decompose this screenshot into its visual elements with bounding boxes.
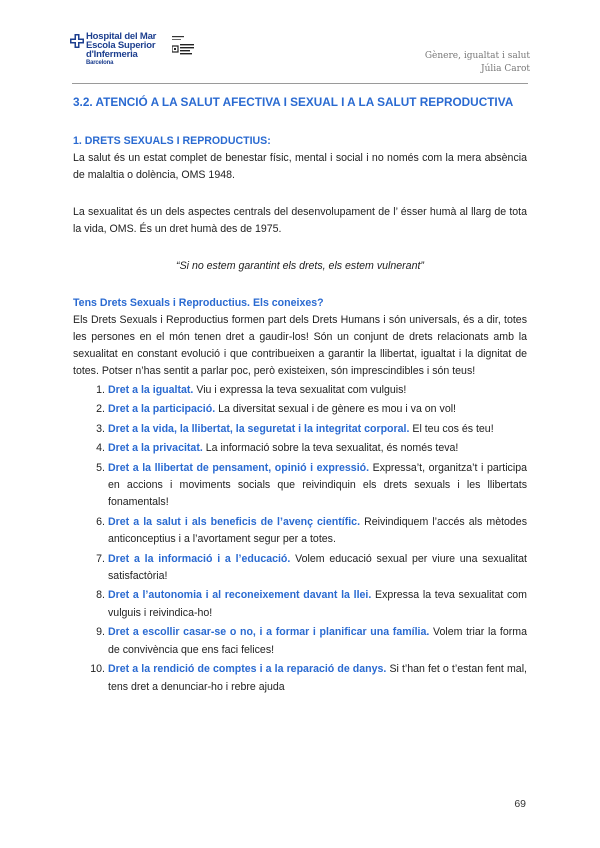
subsection-title: 1. DRETS SEXUALS I REPRODUCTIUS:: [73, 135, 271, 147]
right-description: Volem educació sexual per viure una sexualitat satisfactòria!: [108, 552, 528, 583]
right-title: Dret a la privacitat.: [108, 442, 203, 455]
list-number: 5.: [96, 461, 105, 474]
right-description: Si t’han fet o t’estan fent mal, tens dret a denunciar-ho i rebre ajuda: [108, 663, 527, 693]
list-number: 4.: [96, 442, 105, 455]
spacer: [73, 238, 527, 258]
list-number: 7.: [96, 552, 105, 565]
list-number: 8.: [96, 589, 105, 602]
logo-line-3: d'Infermeria: [86, 49, 138, 60]
right-title: Dret a l’autonomia i al reconeixement davant la llei.: [108, 589, 372, 602]
list-item: [73, 551, 527, 586]
right-description: Expressa’t, organitza’t i participa en accions i moviments socials que reivindiquin els drets sexuals i les llibertats fonamentals!: [108, 461, 527, 509]
right-description: Volem triar la forma de convivència que ens faci felices!: [108, 626, 527, 656]
list-item: [73, 587, 527, 622]
spacer: [73, 184, 527, 204]
logo-city: Barcelona: [86, 60, 114, 66]
section-title: 3.2. ATENCIÓ A LA SALUT AFECTIVA I SEXUAL I A LA SALUT REPRODUCTIVA: [73, 95, 514, 109]
page-header: [70, 28, 530, 88]
right-description: El teu cos és teu!: [409, 422, 494, 435]
right-description: Reivindiquem l’accés als mètodes anticonceptius i a l’avortament segur per a totes.: [108, 515, 527, 546]
list-number: 9.: [96, 626, 105, 639]
right-title: Dret a la participació.: [108, 403, 216, 416]
logo-line-2: Escola Superior: [86, 40, 156, 51]
paragraph-health-definition: La salut és un estat complet de benestar físic, mental i social i no només com la mera absència de malaltia o dolència, OMS 1948.: [73, 152, 527, 181]
hospital-del-mar-logo: [70, 32, 180, 72]
right-description: La informació sobre la teva sexualitat, és només teva!: [202, 442, 459, 455]
list-item: [73, 514, 527, 549]
paragraph-rights-intro: Els Drets Sexuals i Reproductius formen part dels Drets Humans i són universals, és a dir, totes les persones en el món tenen dret a gaudir-los! Són un conjunt de drets relacionats amb la sexualitat en constant evolució i que contribueixen a garantir la llibertat, igualtat i la dignitat de totes. Potser n’has sentit a parlar poc, però existeixen, són imprescindibles i són teus!: [73, 314, 527, 377]
list-item: [73, 440, 527, 457]
list-item: [73, 401, 527, 418]
list-item: [73, 661, 527, 696]
page-number: 69: [514, 798, 526, 810]
header-info: [425, 50, 530, 76]
header-divider: [72, 83, 528, 84]
right-title: Dret a la rendició de comptes i a la reparació de danys.: [108, 663, 387, 676]
right-title: Dret a la informació i a l’educació.: [108, 552, 291, 565]
paragraph-sexuality: La sexualitat és un dels aspectes centrals del desenvolupament de l’ ésser humà al llarg de tota la vida, OMS. És un dret humà des de 1975.: [73, 206, 527, 235]
logo-line-1: Hospital del Mar: [86, 31, 157, 42]
right-title: Dret a la igualtat.: [108, 384, 194, 396]
list-number: 2.: [96, 403, 105, 416]
right-description: La diversitat sexual i de gènere es mou i va on vol!: [215, 403, 457, 416]
right-title: Dret a la vida, la llibertat, la seguretat i la integritat corporal.: [108, 422, 410, 435]
right-description: Expressa la teva sexualitat com vulguis i reivindica-ho!: [108, 589, 527, 619]
rights-list: [73, 382, 527, 696]
header-course-title: Gènere, igualtat i salut: [424, 51, 530, 61]
rights-question-heading: Tens Drets Sexuals i Reproductius. Els coneixes?: [73, 297, 324, 309]
spacer: [73, 275, 527, 295]
page-content: [73, 93, 527, 698]
logo-text: [86, 32, 156, 68]
quote: “Si no estem garantint els drets, els estem vulnerant”: [176, 260, 424, 272]
list-number: 3.: [96, 422, 105, 435]
header-author: Júlia Carot: [481, 64, 530, 74]
list-number: 1.: [96, 384, 105, 396]
list-item: [73, 460, 527, 512]
list-item: [73, 421, 527, 438]
right-title: Dret a la salut i als beneficis de l’avenç científic.: [108, 515, 361, 528]
list-item: [73, 624, 527, 659]
right-description: Viu i expressa la teva sexualitat com vulguis!: [193, 384, 407, 396]
right-title: Dret a la llibertat de pensament, opinió i expressió.: [108, 461, 370, 474]
cross-icon: [70, 34, 84, 48]
right-title: Dret a escollir casar-se o no, i a formar i planificar una família.: [108, 626, 430, 639]
university-logo: [172, 34, 212, 58]
list-item: [73, 382, 527, 399]
list-number: 10.: [90, 663, 105, 676]
list-number: 6.: [96, 515, 105, 528]
